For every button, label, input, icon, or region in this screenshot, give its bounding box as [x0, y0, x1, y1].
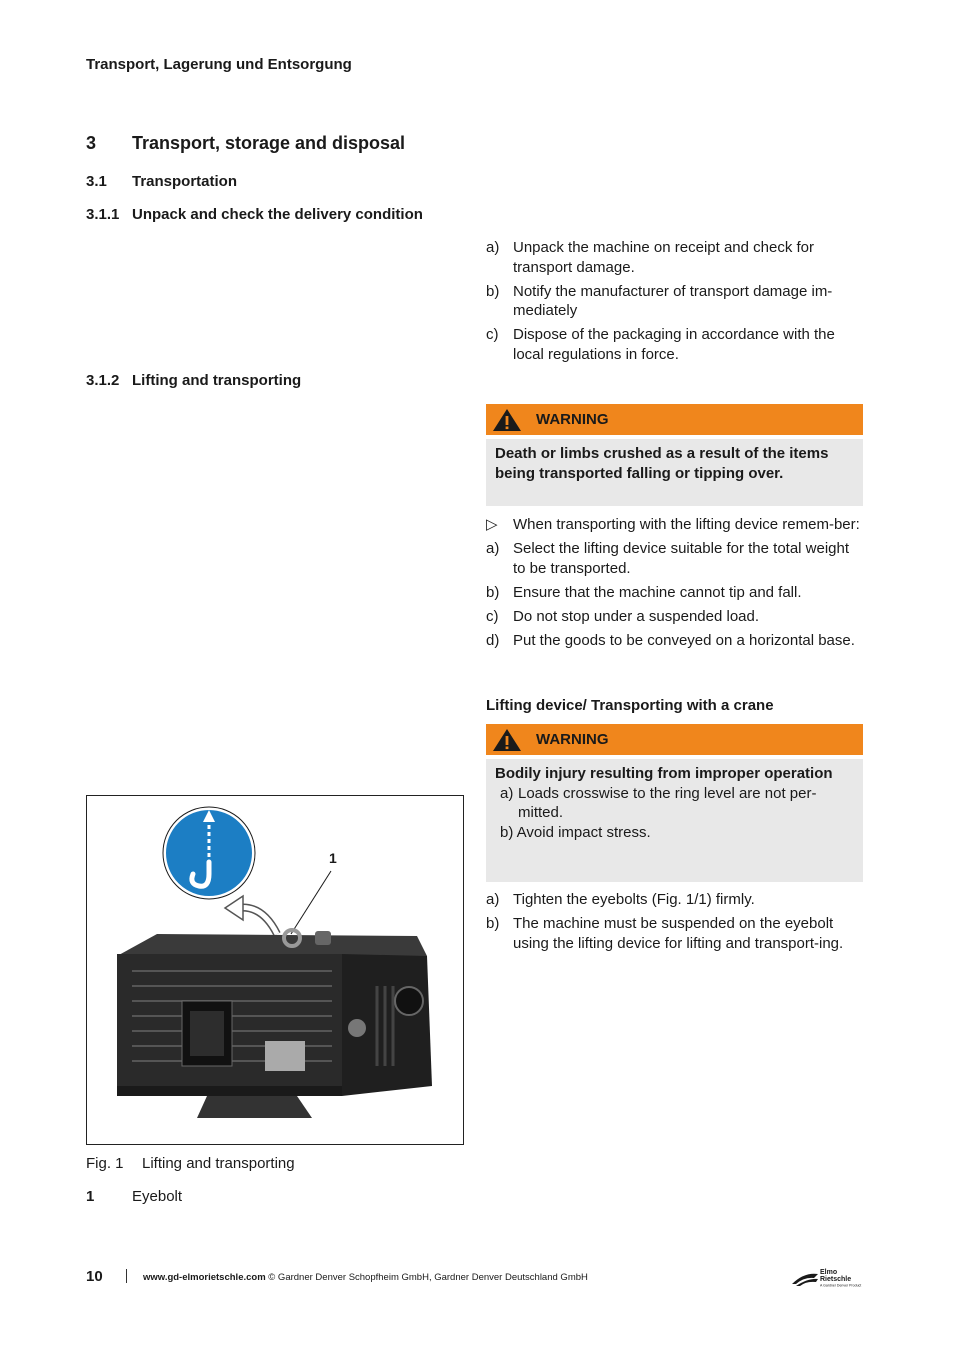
lifting-steps-list — [486, 515, 864, 655]
subsection-title: Lifting and transporting — [132, 372, 302, 389]
caption-text: Lifting and transporting — [142, 1155, 295, 1172]
page-number: 10 — [86, 1268, 103, 1285]
warning-item-text: Loads crosswise to the ring level are not per-mitted. — [518, 784, 817, 821]
list-text: Put the goods to be conveyed on a horizontal base. — [513, 631, 855, 649]
subsection-title: Transportation — [132, 173, 238, 190]
machine-illustration — [87, 796, 463, 1144]
figure-lifting — [86, 795, 464, 1145]
list-item — [486, 515, 864, 535]
svg-text:Elmo: Elmo — [820, 1269, 838, 1276]
footer-url[interactable]: www.gd-elmorietschle.com — [143, 1272, 266, 1283]
warning-item: b) Avoid impact stress. — [500, 823, 651, 841]
warning-body — [486, 439, 863, 506]
caption-number: Fig. 1 — [86, 1155, 124, 1172]
warning-text: Death or limbs crushed as a result of the items being transported falling or tipping over. — [495, 445, 829, 482]
unpack-steps-list — [486, 238, 864, 369]
list-item — [486, 282, 864, 321]
warning-title: Bodily injury resulting from improper operation — [495, 765, 833, 782]
list-marker: b) — [486, 915, 500, 932]
subsection-heading-3-1-2 — [86, 372, 301, 389]
list-marker: b) — [486, 282, 500, 300]
list-text: When transporting with the lifting device remem-ber: — [513, 516, 860, 533]
list-text: Unpack the machine on receipt and check for transport damage. — [513, 239, 815, 276]
list-item — [486, 914, 864, 953]
eyebolt-steps-list — [486, 890, 864, 958]
figure-legend — [86, 1188, 182, 1205]
warning-label: WARNING — [536, 731, 609, 748]
list-marker: a) — [486, 891, 500, 908]
list-marker: c) — [486, 326, 499, 343]
elmo-rietschle-logo — [790, 1266, 866, 1288]
crane-heading: Lifting device/ Transporting with a crane — [486, 697, 774, 714]
list-marker: c) — [486, 607, 499, 625]
warning-label: WARNING — [536, 411, 609, 428]
figure-callout: 1 — [329, 850, 337, 866]
list-item — [486, 607, 864, 627]
section-number: 3 — [86, 133, 97, 153]
footer-copyright: © Gardner Denver Schopfheim GmbH, Gardner Denver Deutschland GmbH — [265, 1272, 588, 1283]
warning-triangle-icon — [492, 728, 522, 752]
subsection-number: 3.1.2 — [86, 372, 120, 389]
list-item — [486, 539, 864, 578]
figure-caption — [86, 1155, 295, 1172]
list-text: Do not stop under a suspended load. — [513, 607, 760, 625]
footer-divider — [126, 1269, 127, 1283]
list-marker: a) — [486, 239, 500, 256]
list-text: Notify the manufacturer of transport damage im-mediately — [513, 282, 833, 319]
list-item — [486, 325, 864, 364]
list-text: The machine must be suspended on the eyebolt using the lifting device for lifting and transport-ing. — [513, 915, 844, 952]
subsection-heading-3-1 — [86, 173, 237, 190]
list-item — [486, 238, 864, 277]
list-text: Dispose of the packaging in accordance with the local regulations in force. — [513, 326, 835, 363]
list-marker: d) — [486, 631, 500, 649]
list-item — [486, 583, 864, 603]
list-text: Ensure that the machine cannot tip and fall. — [513, 583, 802, 601]
list-marker: ▷ — [486, 516, 498, 533]
subsection-title: Unpack and check the delivery condition — [132, 206, 423, 223]
crane-hook-sign-icon — [163, 807, 255, 899]
subsection-heading-3-1-1 — [86, 206, 423, 223]
list-text: Select the lifting device suitable for the total weight to be transported. — [513, 540, 850, 577]
running-head: Transport, Lagerung und Entsorgung — [86, 56, 352, 73]
footer-text — [143, 1272, 588, 1283]
section-title: Transport, storage and disposal — [132, 133, 406, 153]
list-item — [486, 890, 864, 910]
legend-text: Eyebolt — [132, 1188, 183, 1205]
svg-text:Rietschle: Rietschle — [820, 1276, 852, 1283]
list-text: Tighten the eyebolts (Fig. 1/1) firmly. — [513, 891, 755, 908]
section-heading — [86, 133, 405, 154]
warning-bar — [486, 724, 863, 755]
warning-body — [486, 759, 863, 882]
warning-triangle-icon — [492, 408, 522, 432]
svg-text:A Gardner Denver Product: A Gardner Denver Product — [820, 1283, 862, 1288]
list-marker: a) — [486, 540, 500, 557]
subsection-number: 3.1 — [86, 173, 107, 190]
subsection-number: 3.1.1 — [86, 206, 120, 223]
legend-number: 1 — [86, 1188, 95, 1205]
warning-item: a) Loads crosswise to the ring level are not per-mitted. — [495, 784, 854, 823]
warning-bar — [486, 404, 863, 435]
list-item — [486, 631, 864, 651]
list-marker: b) — [486, 583, 500, 601]
